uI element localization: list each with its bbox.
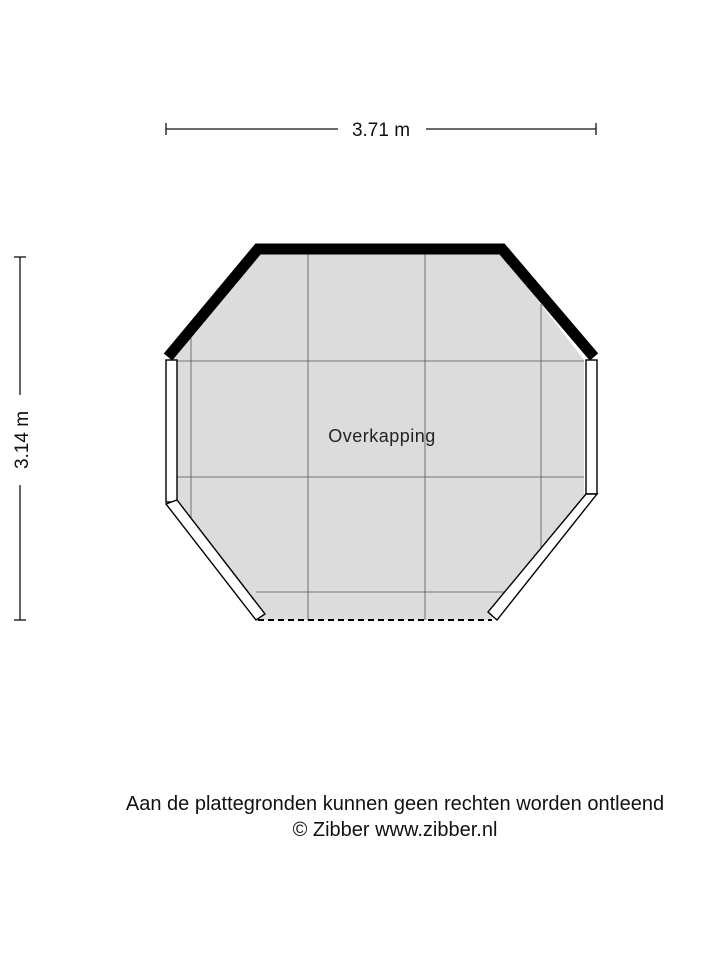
height-dimension-label: 3.14 m	[12, 410, 33, 470]
right-window-wall	[586, 360, 597, 494]
height-dimension	[12, 257, 33, 620]
width-dimension-label: 3.71 m	[351, 120, 411, 141]
disclaimer-text: Aan de plattegronden kunnen geen rechten worden ontleend	[125, 793, 665, 815]
room-label: Overkapping	[328, 426, 436, 446]
copyright-text: © Zibber www.zibber.nl	[292, 819, 498, 841]
left-window-wall	[166, 360, 177, 502]
width-dimension	[166, 120, 596, 141]
